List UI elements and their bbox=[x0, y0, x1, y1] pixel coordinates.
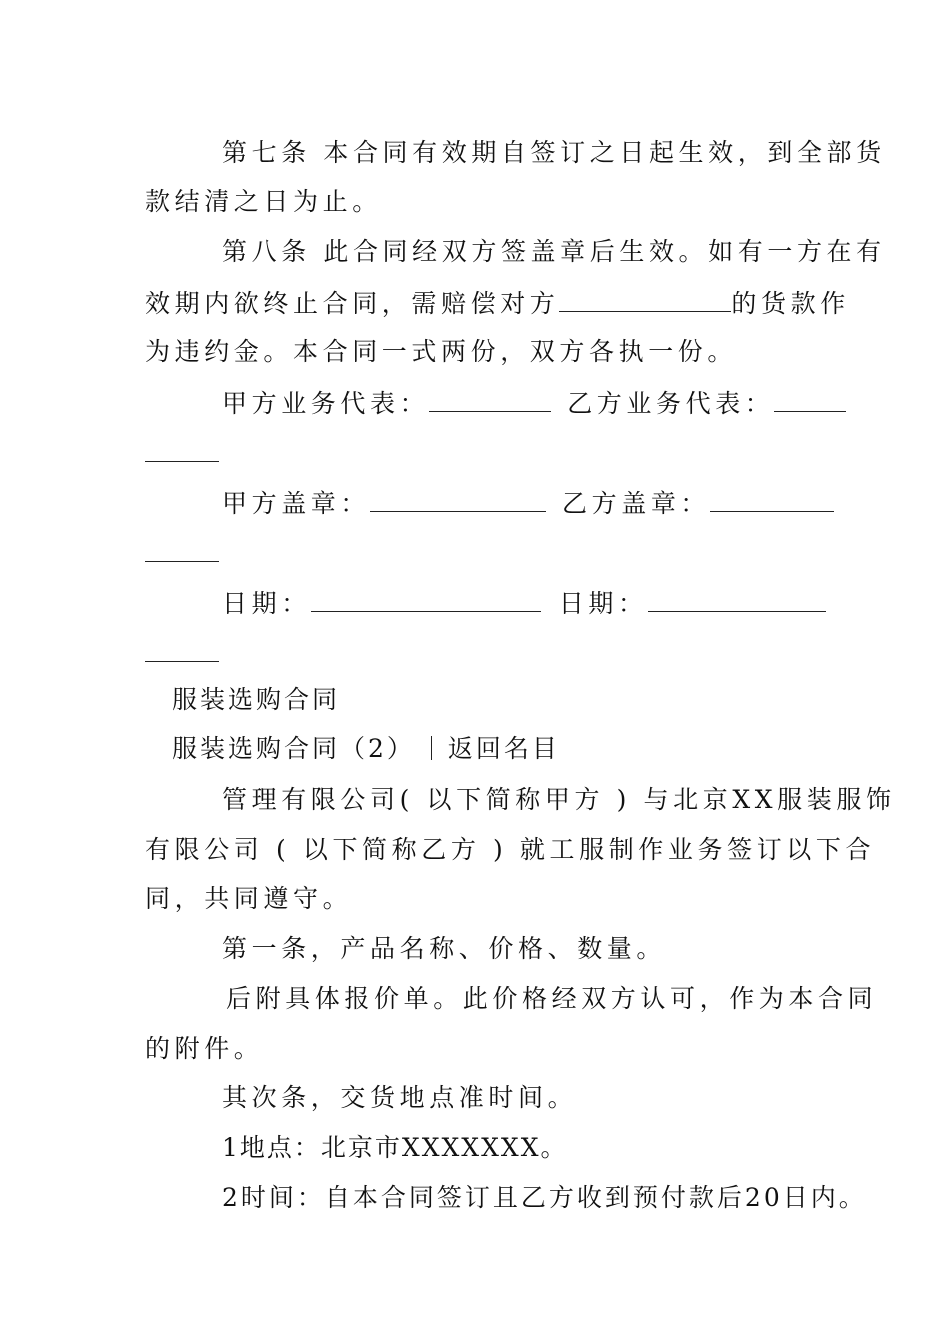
article8-line1: 第八条 此合同经双方签盖章后生效。如有一方在有 bbox=[222, 237, 886, 266]
rep-line bbox=[222, 385, 846, 421]
nav-line bbox=[172, 732, 560, 766]
party-b-seal-blank bbox=[710, 485, 834, 512]
article2-heading: 其次条，交货地点准时间。 bbox=[222, 1083, 578, 1112]
intro-line1: 管理有限公司( 以下简称甲方 ) 与北京XX服装服饰 bbox=[222, 785, 896, 814]
article7-line1: 第七条 本合同有效期自签订之日起生效，到全部货 bbox=[222, 138, 886, 167]
intro-line3: 同，共同遵守。 bbox=[145, 884, 353, 913]
party-a-rep-label: 甲方业务代表： bbox=[222, 389, 430, 418]
article1-line1: 后附具体报价单。此价格经双方认可，作为本合同 bbox=[226, 984, 878, 1013]
article1-heading: 第一条，产品名称、价格、数量。 bbox=[222, 934, 667, 963]
nav-separator bbox=[431, 736, 432, 760]
penalty-blank bbox=[559, 285, 731, 312]
article8-line2-post: 的货款作 bbox=[731, 289, 850, 318]
party-b-rep-blank-cont bbox=[145, 435, 219, 462]
party-b-rep-label: 乙方业务代表： bbox=[567, 389, 775, 418]
party-b-seal-blank-cont bbox=[145, 535, 219, 562]
party-a-seal-blank bbox=[370, 485, 546, 512]
nav-current: 服装选购合同（2） bbox=[172, 734, 415, 763]
article2-time: 2时间：自本合同签订且乙方收到预付款后20日内。 bbox=[222, 1183, 867, 1212]
article8-line2 bbox=[145, 285, 850, 321]
doc-title: 服装选购合同 bbox=[172, 685, 341, 714]
date-a-label: 日期： bbox=[222, 589, 311, 618]
article2-place: 1地点：北京市XXXXXXX。 bbox=[222, 1133, 568, 1162]
party-a-seal-label: 甲方盖章： bbox=[222, 489, 371, 518]
article7-line2: 款结清之日为止。 bbox=[145, 187, 382, 216]
party-b-seal-label: 乙方盖章： bbox=[562, 489, 711, 518]
party-b-rep-blank bbox=[774, 385, 846, 412]
article8-line3: 为违约金。本合同一式两份，双方各执一份。 bbox=[145, 337, 738, 366]
date-b-blank bbox=[648, 585, 826, 612]
nav-back-link[interactable]: 返回名目 bbox=[447, 734, 560, 763]
date-b-label: 日期： bbox=[558, 589, 648, 618]
date-b-blank-cont bbox=[145, 635, 219, 662]
article1-line2: 的附件。 bbox=[145, 1034, 264, 1063]
seal-line bbox=[222, 485, 834, 521]
date-line bbox=[222, 585, 826, 621]
party-a-rep-blank bbox=[429, 385, 551, 412]
intro-line2: 有限公司 ( 以下简称乙方 ) 就工服制作业务签订以下合 bbox=[145, 835, 876, 864]
date-a-blank bbox=[311, 585, 541, 612]
article8-line2-pre: 效期内欲终止合同，需赔偿对方 bbox=[145, 289, 560, 318]
